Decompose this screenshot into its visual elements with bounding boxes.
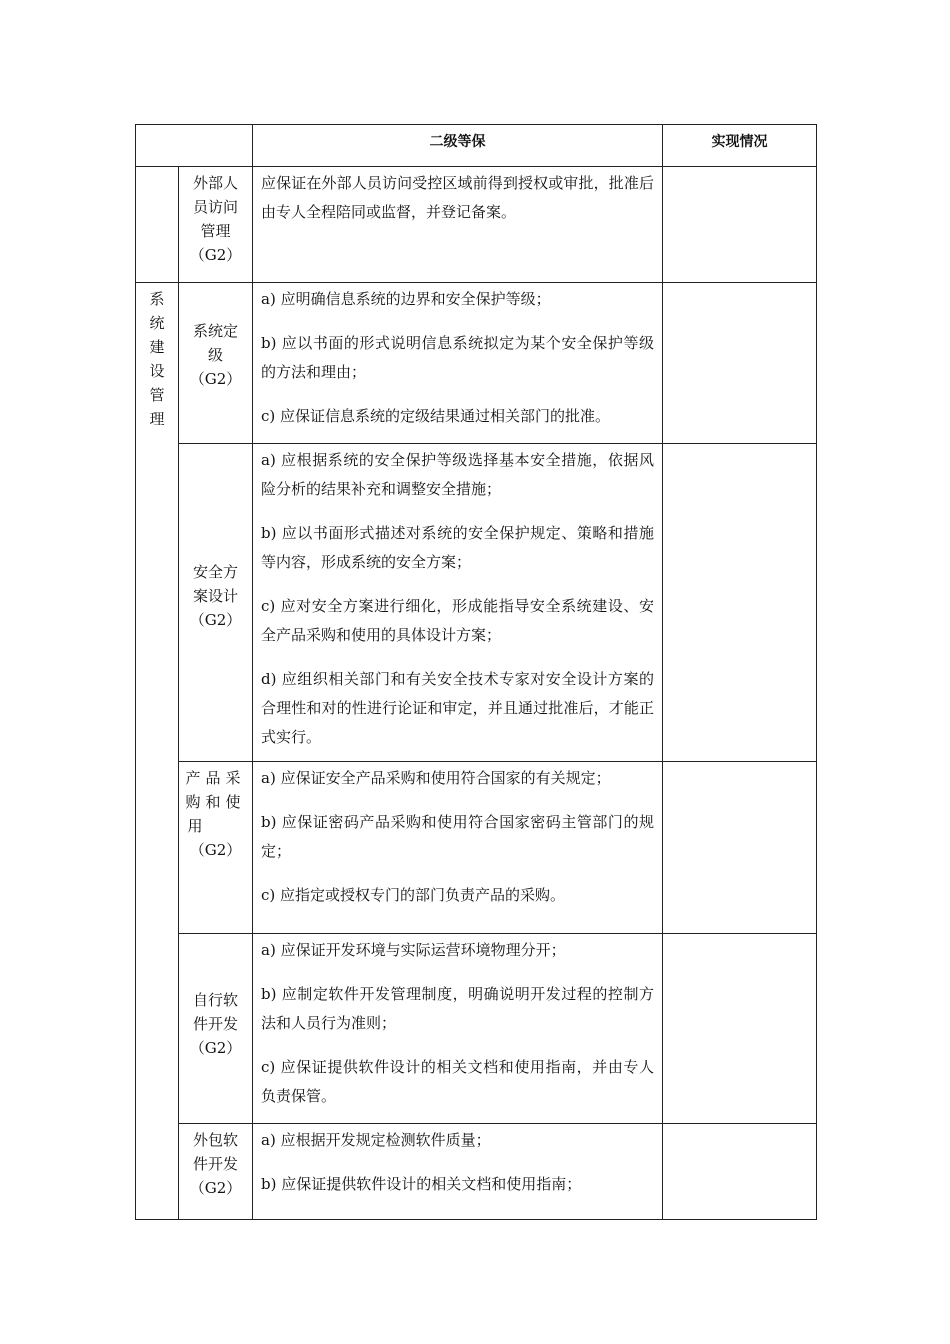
table-row bbox=[136, 444, 817, 762]
category-line: 系统定 bbox=[192, 322, 238, 340]
requirement-item: a) 应保证开发环境与实际运营环境物理分开； bbox=[261, 941, 566, 959]
category-line: 外部人 bbox=[192, 174, 238, 192]
section-label-char: 设 bbox=[149, 362, 165, 380]
category-line: 产品采 bbox=[185, 769, 246, 787]
table-row bbox=[136, 934, 817, 1124]
category-cell bbox=[179, 934, 253, 1124]
requirement-cell bbox=[253, 167, 663, 283]
header-requirement: 二级等保 bbox=[253, 125, 663, 167]
category-line: 件开发 bbox=[192, 1155, 238, 1173]
section-label-char: 理 bbox=[149, 410, 165, 428]
category-line: 员访问 bbox=[192, 198, 238, 216]
category-line: （G2） bbox=[189, 1179, 242, 1197]
requirement-cell bbox=[253, 444, 663, 762]
section-label-char: 系 bbox=[149, 290, 165, 308]
section-cell-empty bbox=[136, 167, 179, 283]
requirement-item: c) 应保证信息系统的定级结果通过相关部门的批准。 bbox=[261, 407, 611, 425]
requirement-item: a) 应根据系统的安全保护等级选择基本安全措施，依据风险分析的结果补充和调整安全措施； bbox=[261, 451, 654, 498]
requirement-item: b) 应以书面的形式说明信息系统拟定为某个安全保护等级的方法和理由； bbox=[261, 334, 654, 381]
table-row bbox=[136, 283, 817, 444]
status-cell[interactable] bbox=[663, 167, 817, 283]
table-row bbox=[136, 1124, 817, 1220]
section-label-char: 管 bbox=[149, 386, 165, 404]
category-line: 级 bbox=[207, 346, 223, 364]
category-line: 件开发 bbox=[192, 1014, 238, 1033]
requirement-cell bbox=[253, 1124, 663, 1220]
table-row bbox=[136, 167, 817, 283]
category-cell bbox=[179, 283, 253, 444]
category-cell bbox=[179, 762, 253, 934]
section-label-char: 建 bbox=[149, 338, 165, 356]
status-cell[interactable] bbox=[663, 283, 817, 444]
requirement-item: c) 应对安全方案进行细化，形成能指导安全系统建设、安全产品采购和使用的具体设计方案； bbox=[261, 597, 654, 644]
requirement-item: 应保证在外部人员访问受控区域前得到授权或审批，批准后由专人全程陪同或监督，并登记备案。 bbox=[261, 174, 654, 221]
header-blank-cell bbox=[136, 125, 253, 167]
category-line: 用 bbox=[187, 817, 208, 835]
requirement-item: a) 应根据开发规定检测软件质量； bbox=[261, 1131, 491, 1149]
requirement-cell bbox=[253, 283, 663, 444]
category-cell bbox=[179, 444, 253, 762]
status-cell[interactable] bbox=[663, 444, 817, 762]
category-line: 管理 bbox=[200, 222, 231, 240]
requirement-item: a) 应明确信息系统的边界和安全保护等级； bbox=[261, 290, 551, 308]
requirement-item: d) 应组织相关部门和有关安全技术专家对安全设计方案的合理性和对的性进行论证和审定，并且通过批准后，才能正式实行。 bbox=[261, 670, 654, 746]
category-line: （G2） bbox=[189, 246, 242, 264]
requirement-item: c) 应保证提供软件设计的相关文档和使用指南，并由专人负责保管。 bbox=[261, 1058, 654, 1105]
category-line: （G2） bbox=[189, 370, 242, 388]
requirements-table bbox=[135, 124, 817, 1220]
header-row bbox=[136, 125, 817, 167]
status-cell[interactable] bbox=[663, 934, 817, 1124]
requirement-item: b) 应保证提供软件设计的相关文档和使用指南； bbox=[261, 1175, 582, 1193]
category-line: 安全方 bbox=[192, 562, 238, 581]
requirement-cell bbox=[253, 762, 663, 934]
requirement-item: c) 应指定或授权专门的部门负责产品的采购。 bbox=[261, 886, 566, 904]
status-cell[interactable] bbox=[663, 1124, 817, 1220]
requirement-item: a) 应保证安全产品采购和使用符合国家的有关规定； bbox=[261, 769, 611, 787]
category-line: 外包软 bbox=[192, 1131, 238, 1149]
category-cell bbox=[179, 1124, 253, 1220]
table-row bbox=[136, 762, 817, 934]
category-line: 案设计 bbox=[192, 586, 238, 605]
status-cell[interactable] bbox=[663, 762, 817, 934]
category-line: 自行软 bbox=[192, 990, 238, 1009]
requirement-item: b) 应保证密码产品采购和使用符合国家密码主管部门的规定； bbox=[261, 813, 654, 860]
category-line: 购和使 bbox=[185, 793, 246, 811]
section-label-cell bbox=[136, 283, 179, 1220]
category-line: （G2） bbox=[189, 1038, 242, 1057]
requirement-item: b) 应制定软件开发管理制度，明确说明开发过程的控制方法和人员行为准则； bbox=[261, 985, 654, 1032]
category-line: （G2） bbox=[189, 841, 242, 859]
requirement-cell bbox=[253, 934, 663, 1124]
requirement-item: b) 应以书面形式描述对系统的安全保护规定、策略和措施等内容，形成系统的安全方案； bbox=[261, 524, 654, 571]
category-line: （G2） bbox=[189, 610, 242, 629]
category-cell bbox=[179, 167, 253, 283]
section-label-char: 统 bbox=[149, 314, 165, 332]
header-status: 实现情况 bbox=[663, 125, 817, 167]
